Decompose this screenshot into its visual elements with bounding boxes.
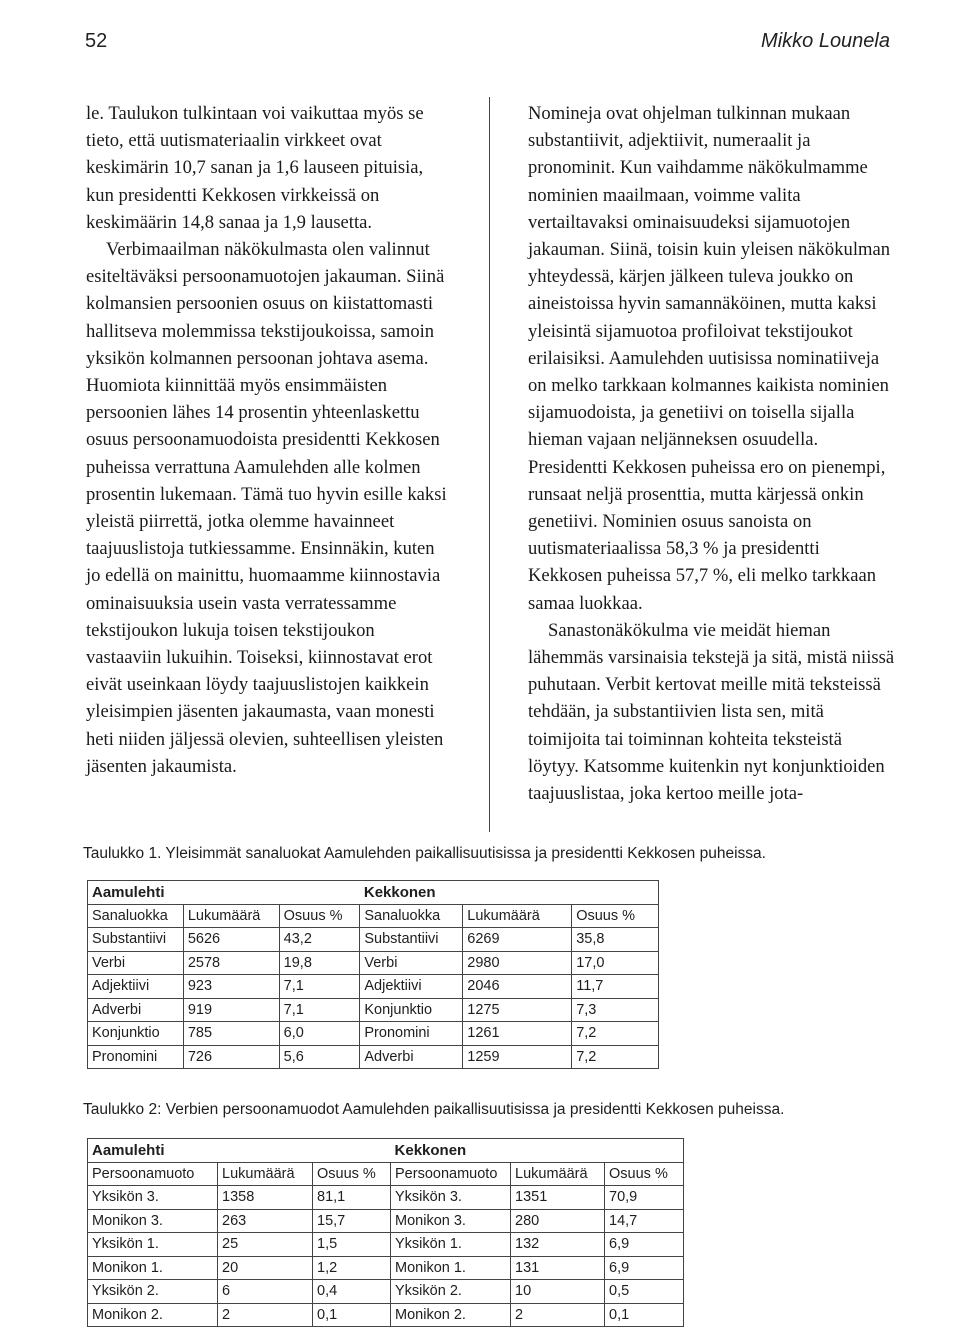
- table-cell: 7,2: [572, 1022, 659, 1046]
- column-header: Osuus %: [572, 904, 659, 928]
- paragraph: Sanastonäkökulma vie meidät hieman lähemmäs varsinaisia tekstejä ja sitä, mistä niissä puhutaan. Verbit kertovat meille mitä teksteissä tehdään, ja substantiivien lista sen, mitä toimijoita tai toiminnan kohteita teksteistä löytyy. Katsomme kuitenkin nyt konjunktioiden taajuuslistaa, joka kertoo meille jota-: [528, 619, 895, 805]
- table-cell: 0,5: [605, 1280, 684, 1304]
- column-header: Sanaluokka: [360, 904, 463, 928]
- table-cell: 132: [511, 1233, 605, 1257]
- table-cell: Verbi: [88, 951, 184, 975]
- table-cell: Substantiivi: [360, 928, 463, 952]
- table-cell: 35,8: [572, 928, 659, 952]
- table-cell: 20: [218, 1256, 313, 1280]
- table-row: [88, 1280, 684, 1304]
- table-cell: 2578: [183, 951, 279, 975]
- table-cell: 785: [183, 1022, 279, 1046]
- table-cell: 1261: [463, 1022, 572, 1046]
- table-cell: 263: [218, 1209, 313, 1233]
- table-cell: 5626: [183, 928, 279, 952]
- table-row: [88, 1233, 684, 1257]
- right-column: [528, 100, 896, 807]
- table-cell: 11,7: [572, 975, 659, 999]
- table-row: [88, 975, 659, 999]
- table-cell: 2980: [463, 951, 572, 975]
- table-cell: Monikon 2.: [391, 1303, 511, 1327]
- table-row: [88, 928, 659, 952]
- table-group-header-row: [88, 881, 659, 905]
- table-cell: 1275: [463, 998, 572, 1022]
- table-cell: Yksikön 1.: [88, 1233, 218, 1257]
- table-cell: Yksikön 2.: [391, 1280, 511, 1304]
- table-cell: Pronomini: [360, 1022, 463, 1046]
- table-cell: 726: [183, 1045, 279, 1069]
- table-cell: 17,0: [572, 951, 659, 975]
- table-cell: 14,7: [605, 1209, 684, 1233]
- column-header: Osuus %: [279, 904, 360, 928]
- table-cell: 2046: [463, 975, 572, 999]
- column-header: Lukumäärä: [463, 904, 572, 928]
- table-cell: 6,9: [605, 1256, 684, 1280]
- column-header: Osuus %: [313, 1162, 391, 1186]
- table-cell: 25: [218, 1233, 313, 1257]
- table-cell: 0,1: [313, 1303, 391, 1327]
- column-header: Lukumäärä: [218, 1162, 313, 1186]
- table-cell: Yksikön 3.: [88, 1186, 218, 1210]
- table-cell: 7,1: [279, 975, 360, 999]
- table-cell: 1259: [463, 1045, 572, 1069]
- table-cell: 1351: [511, 1186, 605, 1210]
- table-cell: 7,1: [279, 998, 360, 1022]
- table-cell: Konjunktio: [360, 998, 463, 1022]
- table-cell: 0,4: [313, 1280, 391, 1304]
- table-cell: 70,9: [605, 1186, 684, 1210]
- table-cell: 6: [218, 1280, 313, 1304]
- group-label-kekkonen: Kekkonen: [391, 1139, 684, 1163]
- table-cell: Substantiivi: [88, 928, 184, 952]
- table-cell: 7,3: [572, 998, 659, 1022]
- column-header: Persoonamuoto: [391, 1162, 511, 1186]
- table-cell: Konjunktio: [88, 1022, 184, 1046]
- table-cell: Monikon 3.: [88, 1209, 218, 1233]
- table-cell: Yksikön 3.: [391, 1186, 511, 1210]
- table-cell: 15,7: [313, 1209, 391, 1233]
- table-cell: 131: [511, 1256, 605, 1280]
- page-number: 52: [85, 30, 108, 52]
- column-header: Persoonamuoto: [88, 1162, 218, 1186]
- table-cell: 6269: [463, 928, 572, 952]
- table-cell: 7,2: [572, 1045, 659, 1069]
- table-cell: Verbi: [360, 951, 463, 975]
- word-class-table: [87, 880, 659, 1069]
- column-header: Lukumäärä: [183, 904, 279, 928]
- column-header: Sanaluokka: [88, 904, 184, 928]
- table-cell: 43,2: [279, 928, 360, 952]
- table-row: [88, 1209, 684, 1233]
- group-label-kekkonen: Kekkonen: [360, 881, 659, 905]
- table-cell: 1,5: [313, 1233, 391, 1257]
- table-cell: 2: [511, 1303, 605, 1327]
- table-cell: 6,9: [605, 1233, 684, 1257]
- table-cell: Adjektiivi: [360, 975, 463, 999]
- table-row: [88, 1045, 659, 1069]
- table-cell: 0,1: [605, 1303, 684, 1327]
- table-cell: Yksikön 2.: [88, 1280, 218, 1304]
- table-row: [88, 1256, 684, 1280]
- table-row: [88, 1303, 684, 1327]
- table-cell: Yksikön 1.: [391, 1233, 511, 1257]
- table-cell: Adverbi: [360, 1045, 463, 1069]
- table-cell: 5,6: [279, 1045, 360, 1069]
- group-label-aamulehti: Aamulehti: [88, 1139, 391, 1163]
- table-cell: Pronomini: [88, 1045, 184, 1069]
- column-divider: [489, 97, 490, 832]
- paragraph: Nomineja ovat ohjelman tulkinnan mukaan substantiivit, adjektiivit, numeraalit ja pronominit. Kun vaihdamme näkökulmamme nominien maailmaan, voimme valita vertailtavaksi ominaisuudeksi sijamuotojen jakauman. Siinä, toisin kuin yleisen näkökulman yhteydessä, kärjen jälkeen tuleva joukko on aineistoissa hyvin samannäköinen, mutta kaksi yleisintä sijamuotoa profiloivat tekstijoukot erilaisiksi. Aamulehden uutisissa nominatiiveja on melko tarkkaan kolmannes kaikista nominien sijamuodoista, ja genetiivi on toisella sijalla hieman vajaan neljänneksen osuudella. Presidentti Kekkosen puheissa ero on pienempi, runsaat neljä prosenttia, mutta kärjessä onkin genetiivi. Nominien osuus sanoista on uutismateriaalissa 58,3 % ja presidentti Kekkosen puheissa 57,7 %, eli melko tarkkaan samaa luokkaa.: [528, 103, 891, 614]
- table-header-row: [88, 1162, 684, 1186]
- table-cell: 1358: [218, 1186, 313, 1210]
- running-header-author: Mikko Lounela: [761, 30, 890, 52]
- table-group-header-row: [88, 1139, 684, 1163]
- table-cell: Monikon 1.: [391, 1256, 511, 1280]
- table-cell: 923: [183, 975, 279, 999]
- table-cell: 919: [183, 998, 279, 1022]
- column-header: Lukumäärä: [511, 1162, 605, 1186]
- table-cell: Monikon 2.: [88, 1303, 218, 1327]
- table-cell: Adjektiivi: [88, 975, 184, 999]
- paragraph: Verbimaailman näkökulmasta olen valinnut esiteltäväksi persoonamuotojen jakauman. Siinä kolmansien persoonien osuus on kiistattomasti hallitseva molemmissa tekstijoukoissa, samoin yksikön kolmannen persoonan johtava asema. Huomiota kiinnittää myös ensimmäisten persoonien lähes 14 prosentin yhteenlaskettu osuus persoonamuodoista presidentti Kekkosen puheissa verrattuna Aamulehden alle kolmen prosentin lukemaan. Tämä tuo hyvin esille kaksi yleistä piirrettä, jotka olemme havainneet taajuuslistoja tutkiessamme. Ensinnäkin, kuten jo edellä on mainittu, huomaamme kiinnostavia ominaisuuksia usein vasta verratessamme tekstijoukon lukuja toisen tekstijoukon vastaaviin lukuihin. Toiseksi, kiinnostavat erot eivät useinkaan löydy taajuuslistojen kaikkein yleisimpien jäsenten jakaumasta, vaan monesti heti niiden jäljessä olevien, suhteellisen yleisten jäsenten jakaumista.: [86, 239, 447, 777]
- paragraph: le. Taulukon tulkintaan voi vaikuttaa myös se tieto, että uutismateriaalin virkkeet ovat keskimärin 10,7 sanan ja 1,6 lauseen pituisia, kun presidentti Kekkosen virkkeissä on keskimäärin 14,8 sanaa ja 1,9 lausetta.: [86, 103, 424, 233]
- table-cell: Monikon 1.: [88, 1256, 218, 1280]
- left-column: [86, 100, 450, 780]
- table-row: [88, 1022, 659, 1046]
- table-2-caption: Taulukko 2: Verbien persoonamuodot Aamulehden paikallisuutisissa ja presidentti Kekkosen puheissa.: [83, 1101, 785, 1118]
- person-forms-table: [87, 1138, 684, 1327]
- table-1-caption: Taulukko 1. Yleisimmät sanaluokat Aamulehden paikallisuutisissa ja presidentti Kekkosen puheissa.: [83, 845, 766, 862]
- table-header-row: [88, 904, 659, 928]
- table-cell: 1,2: [313, 1256, 391, 1280]
- table-cell: 6,0: [279, 1022, 360, 1046]
- table-cell: 10: [511, 1280, 605, 1304]
- table-row: [88, 951, 659, 975]
- table-cell: 19,8: [279, 951, 360, 975]
- table-row: [88, 998, 659, 1022]
- column-header: Osuus %: [605, 1162, 684, 1186]
- table-cell: 280: [511, 1209, 605, 1233]
- table-cell: Adverbi: [88, 998, 184, 1022]
- table-row: [88, 1186, 684, 1210]
- table-cell: Monikon 3.: [391, 1209, 511, 1233]
- table-cell: 81,1: [313, 1186, 391, 1210]
- group-label-aamulehti: Aamulehti: [88, 881, 360, 905]
- table-cell: 2: [218, 1303, 313, 1327]
